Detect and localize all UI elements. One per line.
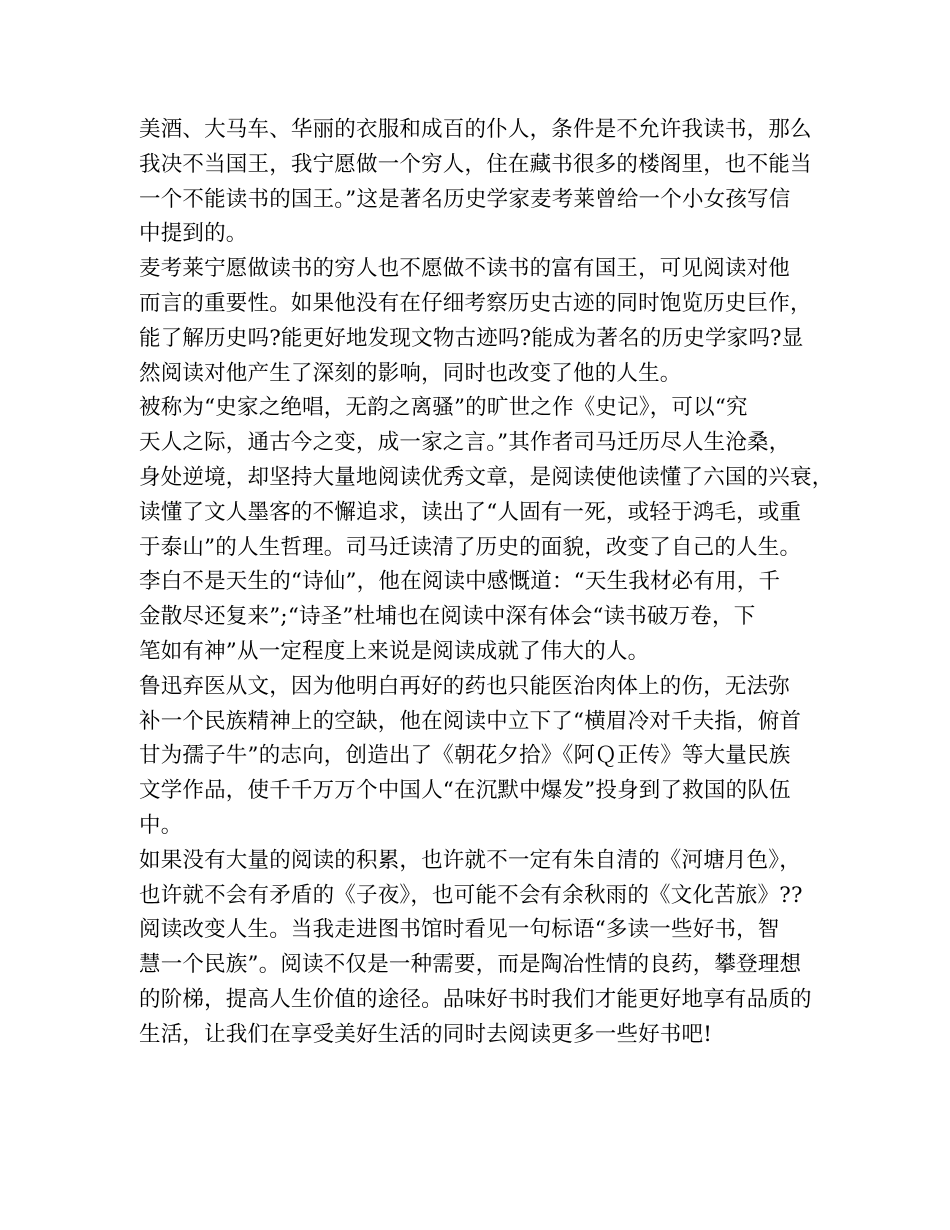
text-line: 生活，让我们在享受美好生活的同时去阅读更多一些好书吧! [139,1021,713,1047]
text-line: 笔如有神”从一定程度上来说是阅读成就了伟大的人。 [139,638,650,664]
text-line: 也许就不会有矛盾的《子夜》，也可能不会有余秋雨的《文化苦旅》?? [139,882,803,908]
text-line: 美酒、大马车、华丽的衣服和成百的仆人，条件是不允许我读书，那么 [139,117,812,142]
text-line: 的阶梯，提高人生价值的途径。品味好书时我们才能更好地享有品质的 [139,986,812,1012]
essay-body [139,113,834,1053]
text-line: 能了解历史吗?能更好地发现文物古迹吗?能成为著名的历史学家吗?显 [139,325,804,351]
text-line: 而言的重要性。如果他没有在仔细考察历史古迹的同时饱览历史巨作， [139,290,812,316]
text-line: 我决不当国王，我宁愿做一个穷人，住在藏书很多的楼阁里，也不能当 [139,151,812,177]
text-line: 天人之际，通古今之变，成一家之言。”其作者司马迁历尽人生沧桑， [139,430,791,456]
text-line: 金散尽还复来”;“诗圣”杜埔也在阅读中深有体会“读书破万卷，下 [139,604,756,630]
text-line: 读懂了文人墨客的不懈追求，读出了“人固有一死，或轻于鸿毛，或重 [139,499,802,525]
text-line: 甘为孺子牛”的志向，创造出了《朝花夕拾》《阿Ｑ正传》等大量民族 [139,743,791,769]
text-line: 如果没有大量的阅读的积累，也许就不一定有朱自清的《河塘月色》， [139,847,801,873]
text-line: 麦考莱宁愿做读书的穷人也不愿做不读书的富有国王，可见阅读对他 [139,256,791,282]
text-line: 中。 [139,812,183,838]
text-line: 阅读改变人生。当我走进图书馆时看见一句标语“多读一些好书，智 [139,917,780,943]
text-line: 被称为“史家之绝唱，无韵之离骚”的旷世之作《史记》，可以“究 [139,395,748,421]
text-line: 慧一个民族”。阅读不仅是一种需要，而是陶冶性情的良药，攀登理想 [139,952,802,978]
text-line: 然阅读对他产生了深刻的影响，同时也改变了他的人生。 [139,360,682,386]
text-line: 于泰山”的人生哲理。司马迁读清了历史的面貌，改变了自己的人生。 [139,534,802,560]
text-line: 文学作品，使千千万万个中国人“在沉默中爆发”投身到了救国的队伍 [139,778,791,804]
text-line: 中提到的。 [139,221,248,247]
text-line: 一个不能读书的国王。”这是著名历史学家麦考莱曾给一个小女孩写信 [139,186,791,212]
text-line: 补一个民族精神上的空缺，他在阅读中立下了“横眉冷对千夫指，俯首 [139,708,802,734]
text-line: 李白不是天生的“诗仙”，他在阅读中感慨道：“天生我材必有用，千 [139,569,781,595]
text-line: 身处逆境，却坚持大量地阅读优秀文章，是阅读使他读懂了六国的兴衰， [139,464,834,490]
text-line: 鲁迅弃医从文，因为他明白再好的药也只能医治肉体上的伤，无法弥 [139,673,791,699]
